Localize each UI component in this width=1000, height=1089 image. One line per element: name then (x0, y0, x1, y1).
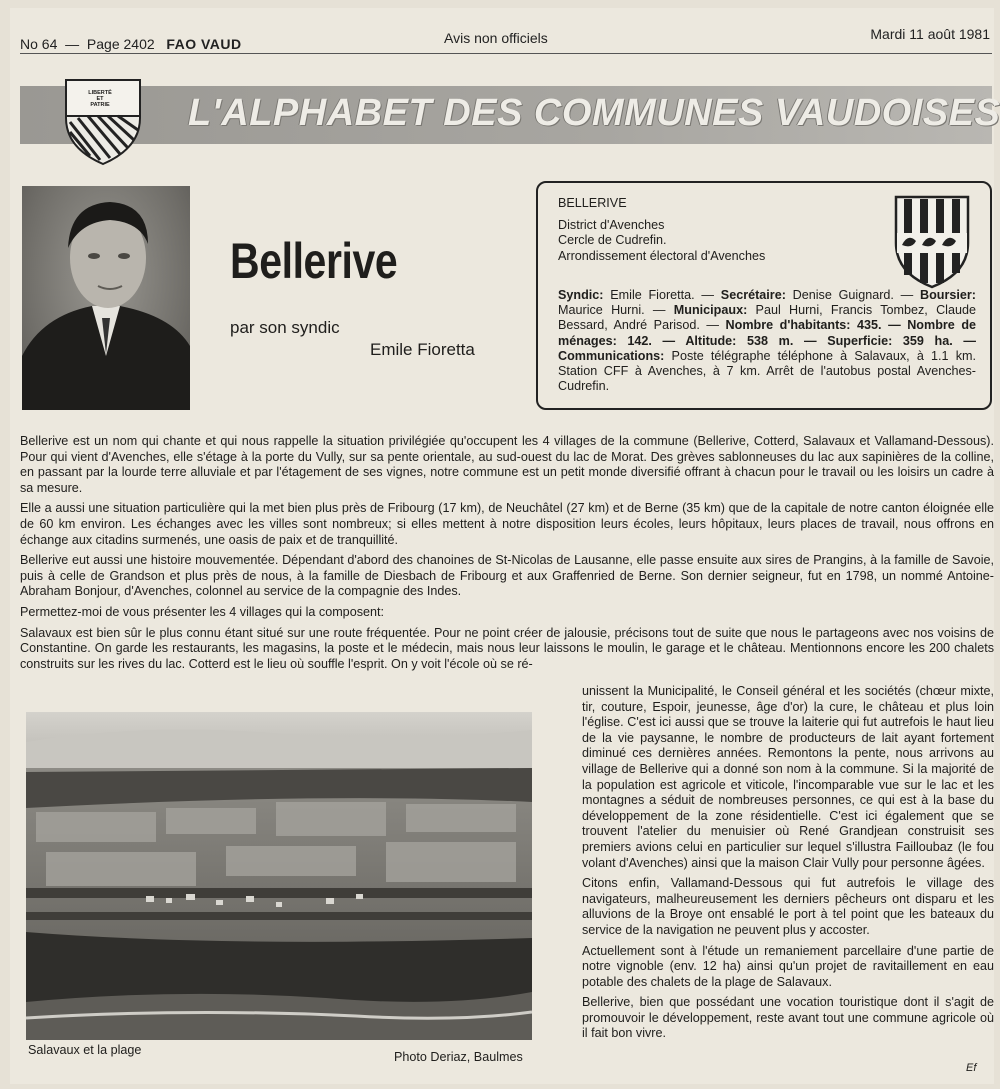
header-rule (20, 53, 992, 54)
commune-title: Bellerive (230, 233, 398, 289)
communications-value: Poste télégraphe téléphone à Salavaux, à 1.1 km. Station CFF à Avenches, à 7 km. Arrêt de l'autobus postal Avenches-Cudrefin. (558, 348, 976, 394)
article-paragraph-6: unissent la Municipalité, le Conseil général et les sociétés (chœur mixte, tir, couture, Espoir, jeunesse, âge d'or) la cure, le château et plus loin l'église. C'est ici aussi que se trouve la laiterie qui fut autrefois le haut lieu de la vie paysanne, le nombre de producteurs de lait ayant fortement diminué ces dernières années. Remontons la pente, nous arrivons au village de Bellerive qui a donné son nom à la commune. Si la majorité de la population est agricole et viticole, l'incomparable vue sur le lac et les montagnes a séduit de nombreuses personnes, ce qui est à la base du développement de la zone résidentielle. C'est ici également que se trouvent l'atelier du menuisier où René Grandjean construisit ses premiers avions celui en particulier sur lequel s'illustra Failloubaz (le fou volant d'Avenches) ainsi que la maison Clair Vully pour personne âgées. (582, 684, 994, 870)
syndic-value: Emile Fioretta. — (603, 288, 721, 302)
issue-date: Mardi 11 août 1981 (870, 26, 990, 42)
author-initials: Ef (966, 1062, 977, 1074)
article-body (20, 434, 994, 677)
vaud-crest (60, 78, 146, 171)
header-left (20, 36, 242, 52)
municipaux-label: Municipaux: (673, 303, 748, 318)
photo-credit: Photo Deriaz, Baulmes (394, 1050, 523, 1064)
menages-label: Nombre de ménages: 142. — (558, 318, 977, 348)
habitants-label: Nombre d'habitants: 435. — (725, 318, 908, 333)
series-title: L'ALPHABET DES COMMUNES VAUDOISES (188, 92, 1000, 134)
info-arrondissement: Arrondissement électoral d'Avenches (558, 248, 766, 263)
superficie-label: Superficie: (827, 333, 893, 348)
secretaire-label: Secrétaire: (720, 288, 786, 302)
boursier-label: Boursier: (920, 288, 976, 302)
secretaire-value: Denise Guignard. — (785, 288, 921, 302)
info-district: District d'Avenches (558, 218, 665, 233)
altitude-label: Altitude: (685, 333, 737, 348)
page-number: Page 2402 (86, 36, 155, 52)
publication-name: FAO VAUD (166, 36, 242, 52)
crest-motto: LIBERTÉ ET PATRIE (88, 90, 112, 108)
article-paragraph-3: Bellerive eut aussi une histoire mouvementée. Dépendant d'abord des chanoines de St-Nicolas de Lausanne, elle passe ensuite aux sires de Prangins, à la famille de Savoie, puis à celle de Grandson et plus près de nous, à la famille de Diesbach de Fribourg et aux Graffenried de Berne. Son dernier seigneur, fut en 1798, un nommé Antoine-Abraham Bonjour, d'Avenches, colonnel au service de la compagnie des Indes. (20, 553, 994, 599)
page-header (10, 22, 990, 50)
header-dash: — (65, 36, 80, 52)
article-paragraph-1: Bellerive est un nom qui chante et qui nous rappelle la situation privilégiée qu'occupent les 4 villages de la commune (Bellerive, Cotterd, Salavaux et Vallamand-Dessous). Pour qui vient d'Avenches, elle s'étage à la porte du Vully, sur sa pente orientale, au sud-ouest du lac de Morat. Des grèves sablonneuses du lac aux sapinières de la colline, en passant par la lourde terre alluviale et par l'étagement de ses vignes, notre commune est un petit monde diversifié offrant à chacun pour le travail ou les loisirs un cadre à sa mesure. (20, 434, 994, 495)
article-paragraph-8: Actuellement sont à l'étude un remaniement parcellaire d'une partie de notre vignoble (env. 12 ha) ainsi qu'un projet de ravitaillement en eau potable des chalets de la plage de Salavaux. (582, 943, 994, 989)
info-body (558, 288, 976, 394)
issue-number: No 64 (20, 36, 58, 52)
boursier-value: Maurice Hurni. — (558, 303, 674, 318)
commune-info-box (536, 181, 992, 410)
byline-author: Emile Fioretta (370, 340, 475, 359)
photo-caption: Salavaux et la plage (28, 1043, 142, 1057)
series-banner (20, 86, 1000, 144)
article-paragraph-5: Salavaux est bien sûr le plus connu étant situé sur une route fréquentée. Pour ne point créer de jalousie, précisons tout de suite que nous le partageons avec nos voisins de Constantine. On garde les restaurants, les magasins, la poste et le médecin, mais nous leur laissons le moulin, le garage et le château. Mentionnons encore les 200 chalets construits sur les rives du lac. Cotterd est le lieu où souffle l'esprit. On y voit l'école où se ré- (20, 625, 994, 671)
article-paragraph-9: Bellerive, bien que possédant une vocation touristique dont il s'agit de promouvoir le développement, reste avant tout une commune agricole où il fait bon vivre. (582, 995, 994, 1041)
aerial-photo (26, 712, 532, 1040)
info-cercle: Cercle de Cudrefin. (558, 233, 667, 248)
info-head (558, 196, 878, 288)
article-paragraph-7: Citons enfin, Vallamand-Dessous qui fut autrefois le village des navigateurs, malheureusement les derniers pêcheurs ont disparu et les alluvions de la Broye ont ensablé le port à tel point que les bateaux du service de la navigation ne peuvent plus y accoster. (582, 876, 994, 937)
syndic-portrait (22, 186, 190, 410)
aerial-landscape-image (26, 712, 532, 1040)
info-commune: BELLERIVE (558, 196, 627, 210)
syndic-label: Syndic: (558, 288, 604, 302)
portrait-figure (22, 186, 190, 410)
article-paragraph-4: Permettez-moi de vous présenter les 4 villages qui la composent: (20, 604, 384, 619)
section-name: Avis non officiels (444, 30, 548, 46)
superficie-value: 359 ha. — (892, 333, 976, 348)
article-paragraph-2: Elle a aussi une situation particulière qui la met bien plus près de Fribourg (17 km), de Neuchâtel (27 km) et de Berne (35 km) que de la capitale de notre canton éloignée elle de 60 km environ. Les échanges avec les villes sont nombreux; si elles mettent à notre disposition leurs écoles, leurs hôpitaux, leurs places de travail, nous offrons en échange aux citadins surmenés, une oasis de paix et de tranquillité. (20, 501, 994, 547)
altitude-value: 538 m. — (736, 333, 828, 348)
municipaux-value: Paul Hurni, Francis Tombez, Claude Bessard, André Parisod. — (558, 303, 976, 333)
byline-prefix: par son syndic (230, 318, 340, 337)
article-right-column (582, 684, 994, 1047)
communications-label: Communications: (558, 348, 665, 363)
